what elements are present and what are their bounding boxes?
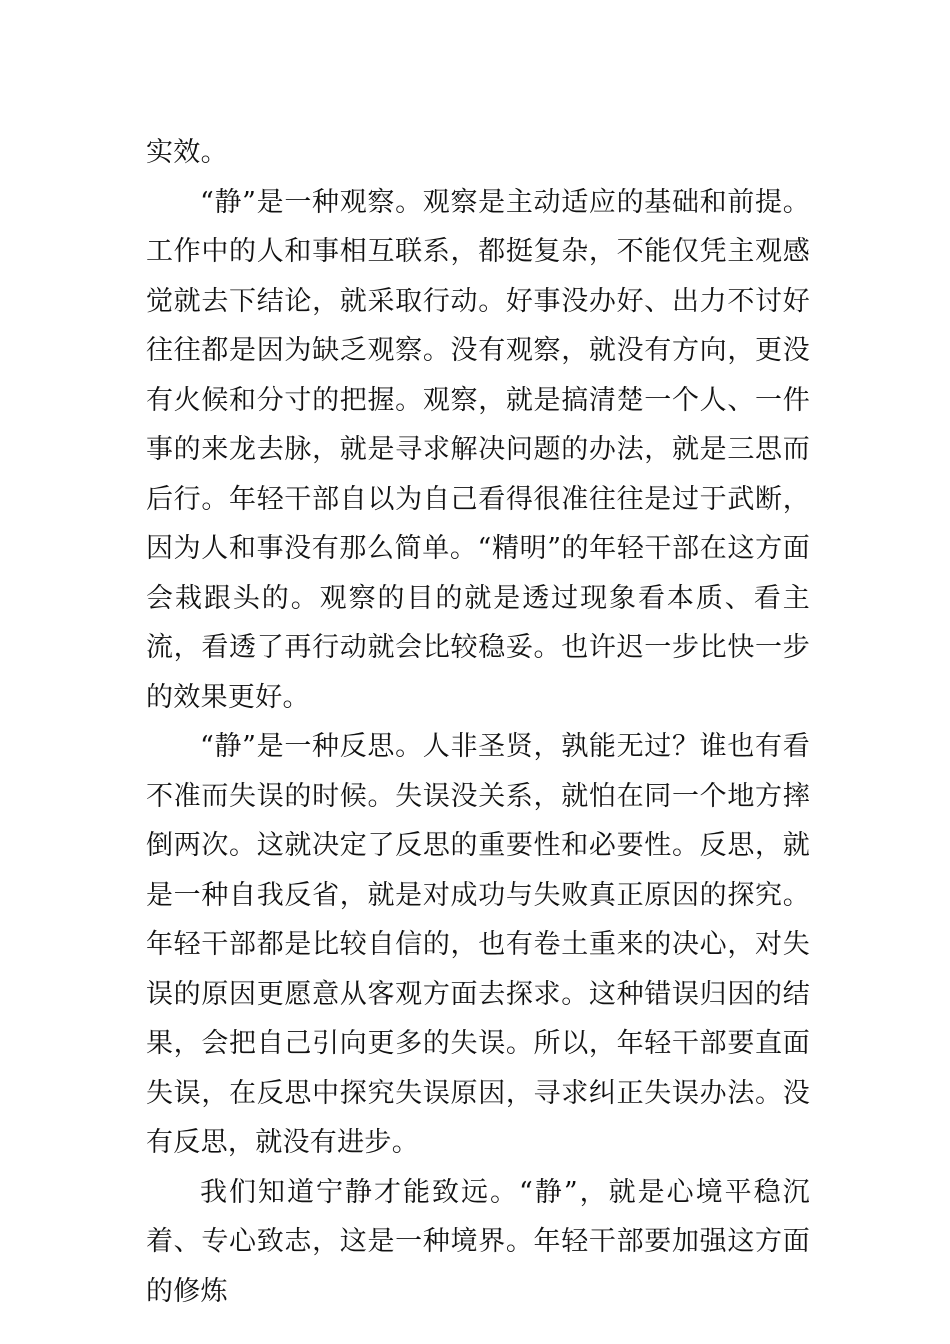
paragraph-tranquility: 我们知道宁静才能致远。“静”，就是心境平稳沉着、专心致志，这是一种境界。年轻干部要加强这方面的修炼 — [146, 1176, 810, 1307]
document-body — [146, 128, 810, 1316]
paragraph-reflection: “静”是一种反思。人非圣贤，孰能无过？谁也有看不准而失误的时候。失误没关系，就怕在同一个地方摔倒两次。这就决定了反思的重要性和必要性。反思，就是一种自我反省，就是对成功与失败真正原因的探究。年轻干部都是比较自信的，也有卷土重来的决心，对失误的原因更愿意从客观方面去探求。这种错误归因的结果，会把自己引向更多的失误。所以，年轻干部要直面失误，在反思中探究失误原因，寻求纠正失误办法。没有反思，就没有进步。 — [146, 731, 810, 1158]
paragraph-continuation: 实效。 — [146, 137, 228, 168]
paragraph-observation: “静”是一种观察。观察是主动适应的基础和前提。工作中的人和事相互联系，都挺复杂，不能仅凭主观感觉就去下结论，就采取行动。好事没办好、出力不讨好往往都是因为缺乏观察。没有观察，就没有方向，更没有火候和分寸的把握。观察，就是搞清楚一个人、一件事的来龙去脉，就是寻求解决问题的办法，就是三思而后行。年轻干部自以为自己看得很准往往是过于武断，因为人和事没有那么简单。“精明”的年轻干部在这方面会栽跟头的。观察的目的就是透过现象看本质、看主流，看透了再行动就会比较稳妥。也许迟一步比快一步的效果更好。 — [146, 186, 810, 713]
